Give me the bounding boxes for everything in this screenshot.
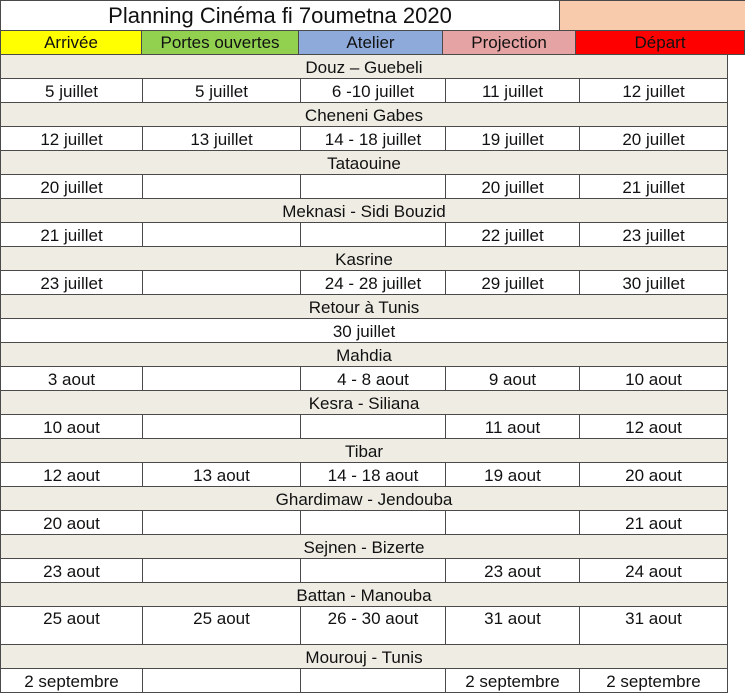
- date-row: [0, 319, 745, 343]
- city-row: [0, 103, 745, 127]
- date-cell: [143, 669, 301, 693]
- date-cell: [143, 175, 301, 199]
- date-cell: 23 juillet: [580, 223, 728, 247]
- date-cell: 12 juillet: [0, 127, 143, 151]
- date-row: [0, 271, 745, 295]
- date-cell: 23 aout: [0, 559, 143, 583]
- date-cell: [143, 367, 301, 391]
- date-cell: [301, 415, 446, 439]
- date-cell: 25 aout: [0, 607, 143, 645]
- date-row: [0, 511, 745, 535]
- date-cell: [143, 223, 301, 247]
- date-cell: 2 septembre: [446, 669, 580, 693]
- date-cell: 25 aout: [143, 607, 301, 645]
- date-cell: 10 aout: [0, 415, 143, 439]
- date-cell: 4 - 8 aout: [301, 367, 446, 391]
- date-cell: 12 aout: [0, 463, 143, 487]
- city-row: [0, 487, 745, 511]
- date-row: [0, 223, 745, 247]
- date-cell: 26 - 30 aout: [301, 607, 446, 645]
- date-cell: 30 juillet: [0, 319, 728, 343]
- date-cell: 12 aout: [580, 415, 728, 439]
- date-cell: [301, 669, 446, 693]
- date-cell: 5 juillet: [0, 79, 143, 103]
- date-cell: 22 juillet: [446, 223, 580, 247]
- column-header: Arrivée: [0, 31, 142, 55]
- date-cell: 6 -10 juillet: [301, 79, 446, 103]
- date-cell: 20 juillet: [0, 175, 143, 199]
- date-cell: 14 - 18 juillet: [301, 127, 446, 151]
- column-header: Projection: [443, 31, 576, 55]
- date-cell: 20 aout: [580, 463, 728, 487]
- date-cell: 13 aout: [143, 463, 301, 487]
- date-cell: 23 aout: [446, 559, 580, 583]
- date-cell: [301, 511, 446, 535]
- date-cell: 21 juillet: [0, 223, 143, 247]
- date-cell: 2 septembre: [0, 669, 143, 693]
- date-cell: 3 aout: [0, 367, 143, 391]
- date-cell: [446, 511, 580, 535]
- date-cell: 19 juillet: [446, 127, 580, 151]
- date-cell: 20 juillet: [580, 127, 728, 151]
- date-cell: 10 aout: [580, 367, 728, 391]
- date-cell: [301, 223, 446, 247]
- city-name: Sejnen - Bizerte: [0, 535, 728, 559]
- column-header: Atelier: [299, 31, 443, 55]
- city-row: [0, 247, 745, 271]
- date-row: [0, 415, 745, 439]
- date-cell: [143, 559, 301, 583]
- city-row: [0, 439, 745, 463]
- date-row: [0, 607, 745, 645]
- date-cell: 31 aout: [446, 607, 580, 645]
- date-cell: 11 aout: [446, 415, 580, 439]
- city-row: [0, 645, 745, 669]
- date-cell: [143, 415, 301, 439]
- date-cell: 2 septembre: [580, 669, 728, 693]
- date-row: [0, 367, 745, 391]
- city-name: Kesra - Siliana: [0, 391, 728, 415]
- page-title: Planning Cinéma fi 7oumetna 2020: [0, 0, 560, 31]
- date-cell: 9 aout: [446, 367, 580, 391]
- city-name: Retour à Tunis: [0, 295, 728, 319]
- date-row: [0, 175, 745, 199]
- date-cell: 13 juillet: [143, 127, 301, 151]
- date-cell: 20 aout: [0, 511, 143, 535]
- city-row: [0, 391, 745, 415]
- city-name: Cheneni Gabes: [0, 103, 728, 127]
- date-cell: [301, 559, 446, 583]
- date-cell: 30 juillet: [580, 271, 728, 295]
- city-name: Mourouj - Tunis: [0, 645, 728, 669]
- city-row: [0, 583, 745, 607]
- date-cell: 31 aout: [580, 607, 728, 645]
- city-name: Tibar: [0, 439, 728, 463]
- date-row: [0, 463, 745, 487]
- date-cell: [301, 175, 446, 199]
- city-name: Tataouine: [0, 151, 728, 175]
- date-cell: 23 juillet: [0, 271, 143, 295]
- city-row: [0, 55, 745, 79]
- date-cell: 20 juillet: [446, 175, 580, 199]
- date-cell: 11 juillet: [446, 79, 580, 103]
- date-row: [0, 79, 745, 103]
- city-name: Meknasi - Sidi Bouzid: [0, 199, 728, 223]
- date-cell: 14 - 18 aout: [301, 463, 446, 487]
- city-row: [0, 535, 745, 559]
- date-cell: [143, 271, 301, 295]
- city-row: [0, 199, 745, 223]
- city-name: Battan - Manouba: [0, 583, 728, 607]
- date-cell: 24 - 28 juillet: [301, 271, 446, 295]
- title-accent-band: [560, 0, 745, 31]
- date-cell: 21 aout: [580, 511, 728, 535]
- date-cell: 21 juillet: [580, 175, 728, 199]
- date-cell: 12 juillet: [580, 79, 728, 103]
- date-row: [0, 669, 745, 693]
- date-cell: 5 juillet: [143, 79, 301, 103]
- city-name: Kasrine: [0, 247, 728, 271]
- date-cell: 29 juillet: [446, 271, 580, 295]
- date-row: [0, 559, 745, 583]
- city-name: Ghardimaw - Jendouba: [0, 487, 728, 511]
- column-header: Portes ouvertes: [142, 31, 299, 55]
- date-cell: 24 aout: [580, 559, 728, 583]
- city-name: Mahdia: [0, 343, 728, 367]
- column-header: Départ: [576, 31, 745, 55]
- city-row: [0, 343, 745, 367]
- date-cell: 19 aout: [446, 463, 580, 487]
- header-row: [0, 31, 745, 55]
- city-row: [0, 151, 745, 175]
- city-name: Douz – Guebeli: [0, 55, 728, 79]
- city-row: [0, 295, 745, 319]
- date-cell: [143, 511, 301, 535]
- date-row: [0, 127, 745, 151]
